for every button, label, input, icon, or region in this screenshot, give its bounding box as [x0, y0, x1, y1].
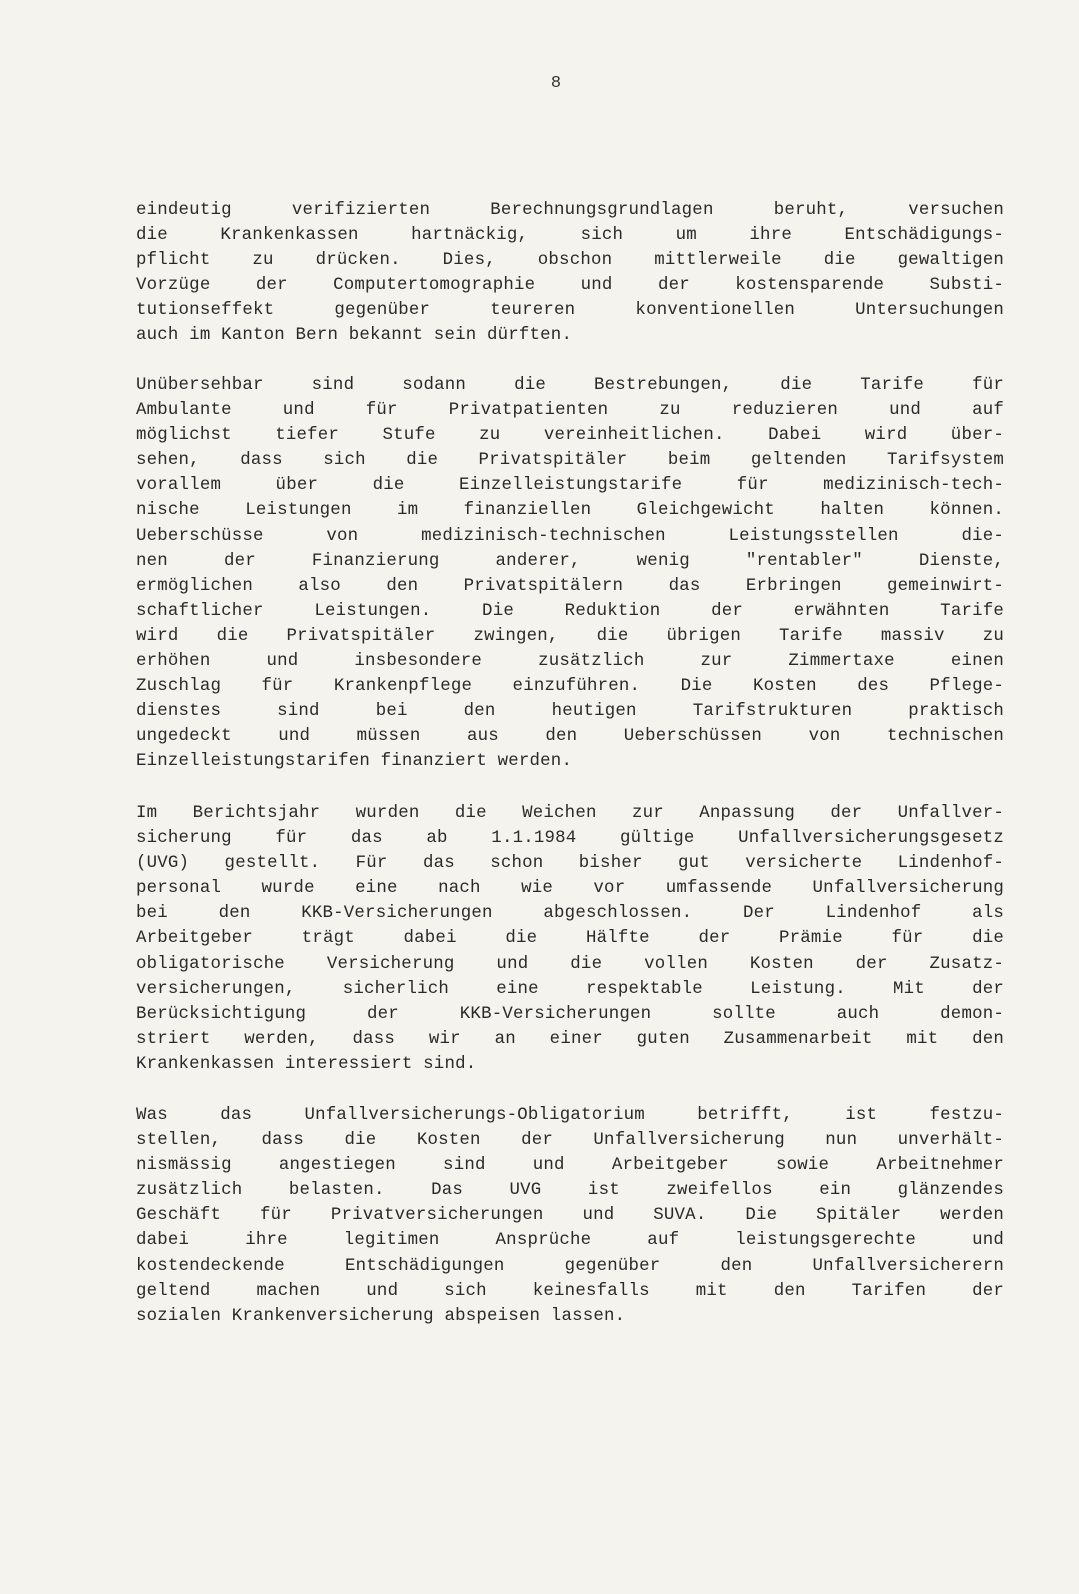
text-line: nen der Finanzierung anderer, wenig "rentabler" Dienste,	[136, 551, 1004, 571]
paragraph-tariff-reduction	[136, 373, 1004, 775]
text-line: kostendeckende Entschädigungen gegenüber den Unfallversicherern	[136, 1256, 1004, 1276]
text-line: die Krankenkassen hartnäckig, sich um ihre Entschädigungs-	[136, 226, 1004, 246]
text-line: Krankenkassen interessiert sind.	[136, 1054, 477, 1074]
text-line: sehen, dass sich die Privatspitäler beim geltenden Tarifsystem	[136, 451, 1004, 471]
text-line: pflicht zu drücken. Dies, obschon mittlerweile die gewaltigen	[136, 251, 1004, 271]
text-line: möglichst tiefer Stufe zu vereinheitlichen. Dabei wird über-	[136, 426, 1004, 446]
text-line: stellen, dass die Kosten der Unfallversicherung nun unverhält-	[136, 1131, 1004, 1151]
text-line: zusätzlich belasten. Das UVG ist zweifellos ein glänzendes	[136, 1181, 1004, 1201]
text-line: Geschäft für Privatversicherungen und SUVA. Die Spitäler werden	[136, 1206, 1004, 1226]
paragraph-accident-insurance	[136, 801, 1004, 1077]
text-line: obligatorische Versicherung und die vollen Kosten der Zusatz-	[136, 954, 1004, 974]
text-line: Arbeitgeber trägt dabei die Hälfte der Prämie für die	[136, 929, 1004, 949]
text-line: tutionseffekt gegenüber teureren konventionellen Untersuchungen	[136, 301, 1004, 321]
text-line: dabei ihre legitimen Ansprüche auf leistungsgerechte und	[136, 1231, 1004, 1251]
text-line: striert werden, dass wir an einer guten Zusammenarbeit mit den	[136, 1029, 1004, 1049]
text-line: personal wurde eine nach wie vor umfassende Unfallversicherung	[136, 879, 1004, 899]
text-line: schaftlicher Leistungen. Die Reduktion der erwähnten Tarife	[136, 601, 1004, 621]
text-line: nische Leistungen im finanziellen Gleichgewicht halten können.	[136, 501, 1004, 521]
text-line: auch im Kanton Bern bekannt sein dürften.	[136, 326, 573, 346]
text-line: bei den KKB-Versicherungen abgeschlossen. Der Lindenhof als	[136, 904, 1004, 924]
text-line: sicherung für das ab 1.1.1984 gültige Unfallversicherungsgesetz	[136, 829, 1004, 849]
text-line: sozialen Krankenversicherung abspeisen lassen.	[136, 1306, 626, 1326]
text-line: Ueberschüsse von medizinisch-technischen Leistungsstellen die-	[136, 526, 1004, 546]
text-line: eindeutig verifizierten Berechnungsgrundlagen beruht, versuchen	[136, 201, 1004, 220]
paragraph-ct-compensation	[136, 198, 1004, 349]
text-line: Zuschlag für Krankenpflege einzuführen. Die Kosten des Pflege-	[136, 677, 1004, 697]
text-line: dienstes sind bei den heutigen Tarifstrukturen praktisch	[136, 702, 1004, 722]
text-line: Berücksichtigung der KKB-Versicherungen sollte auch demon-	[136, 1004, 1004, 1024]
text-line: wird die Privatspitäler zwingen, die übrigen Tarife massiv zu	[136, 626, 1004, 646]
page-number: 8	[550, 74, 562, 93]
text-line: erhöhen und insbesondere zusätzlich zur Zimmertaxe einen	[136, 652, 1004, 672]
text-line: ungedeckt und müssen aus den Ueberschüssen von technischen	[136, 727, 1004, 747]
text-line: Im Berichtsjahr wurden die Weichen zur Anpassung der Unfallver-	[136, 804, 1004, 823]
text-line: (UVG) gestellt. Für das schon bisher gut versicherte Lindenhof-	[136, 854, 1004, 874]
text-line: vorallem über die Einzelleistungstarife für medizinisch-tech-	[136, 476, 1004, 496]
text-line: Was das Unfallversicherungs-Obligatorium betrifft, ist festzu-	[136, 1106, 1004, 1125]
text-line: ermöglichen also den Privatspitälern das Erbringen gemeinwirt-	[136, 576, 1004, 596]
text-line: Einzelleistungstarifen finanziert werden.	[136, 752, 573, 772]
text-line: Unübersehbar sind sodann die Bestrebungen, die Tarife für	[136, 376, 1004, 395]
text-line: geltend machen und sich keinesfalls mit den Tarifen der	[136, 1281, 1004, 1301]
text-line: Ambulante und für Privatpatienten zu reduzieren und auf	[136, 401, 1004, 421]
text-line: Vorzüge der Computertomographie und der kostensparende Substi-	[136, 276, 1004, 296]
text-line: versicherungen, sicherlich eine respektable Leistung. Mit der	[136, 979, 1004, 999]
text-line: nismässig angestiegen sind und Arbeitgeber sowie Arbeitnehmer	[136, 1156, 1004, 1176]
paragraph-uvg-obligation	[136, 1103, 1004, 1329]
